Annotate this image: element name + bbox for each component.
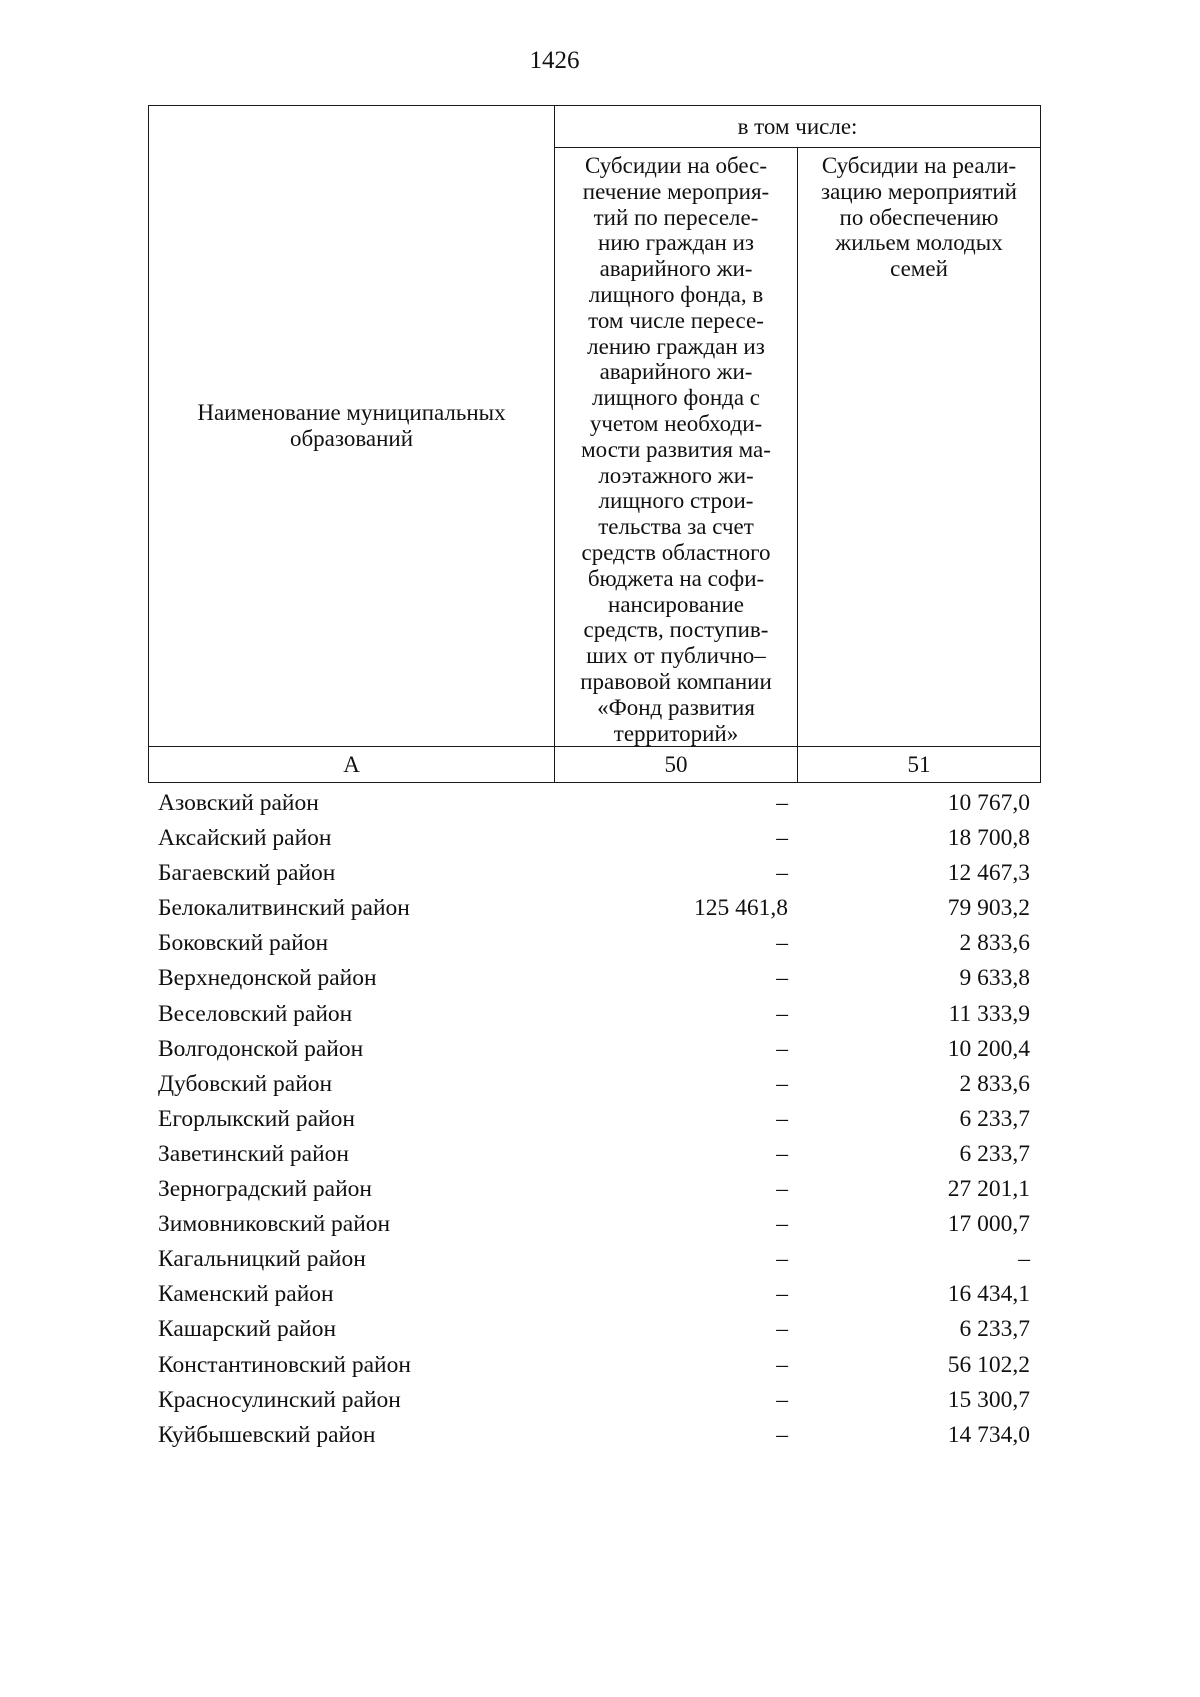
header-name-line: Наименование муниципальных: [197, 400, 506, 426]
table-row: [148, 891, 1040, 926]
value-col-51: 10 200,4: [947, 1035, 1030, 1062]
value-col-51: 79 903,2: [947, 895, 1030, 922]
value-col-50: –: [776, 1176, 788, 1203]
municipality-name: Боковский район: [158, 930, 329, 957]
value-col-50: –: [776, 1035, 788, 1062]
value-col-51: 56 102,2: [947, 1351, 1030, 1378]
header-description-line: Субсидии на обес-: [584, 153, 768, 178]
column-number-a: А: [149, 747, 555, 783]
value-col-51: 17 000,7: [947, 1211, 1030, 1238]
municipality-name: Кашарский район: [158, 1316, 337, 1343]
header-description-line: бюджета на софи-: [587, 565, 765, 591]
table-row: [148, 926, 1040, 961]
table-row: [148, 1418, 1040, 1453]
table-row: [148, 1067, 1040, 1102]
municipality-name: Заветинский район: [158, 1140, 349, 1167]
municipality-name: Каменский район: [158, 1281, 334, 1308]
municipality-name: Зимовниковский район: [158, 1211, 391, 1238]
value-col-51: 6 233,7: [959, 1316, 1030, 1343]
header-description-line: жильем молодых: [835, 230, 1003, 256]
header-description-line: лоэтажного жи-: [598, 462, 754, 488]
value-col-50: –: [776, 965, 788, 992]
header-description-line: нансирование: [608, 591, 744, 617]
header-description-line: ших от публично–: [586, 643, 766, 669]
municipality-name: Красносулинский район: [158, 1386, 401, 1413]
value-col-50: –: [776, 825, 788, 852]
municipality-name: Егорлыкский район: [158, 1105, 355, 1132]
value-col-50: –: [776, 1351, 788, 1378]
value-col-51: 2 833,6: [959, 930, 1030, 957]
table-row: [148, 1312, 1040, 1347]
header-description-line: правовой компании: [580, 668, 772, 694]
table-row: [148, 997, 1040, 1032]
header-municipality-name: [149, 106, 555, 747]
header-description-line: лищного фонда с: [592, 385, 760, 411]
header-description-line: лищного строи-: [598, 488, 754, 514]
value-col-50: –: [776, 1140, 788, 1167]
table-row: [148, 856, 1040, 891]
value-col-50: –: [776, 1281, 788, 1308]
table-row: [148, 961, 1040, 996]
value-col-50: –: [776, 1316, 788, 1343]
table-row: [148, 1102, 1040, 1137]
value-col-51: 6 233,7: [959, 1140, 1030, 1167]
table-row: [148, 786, 1040, 821]
table-row: [148, 1207, 1040, 1242]
table-row: [148, 1242, 1040, 1277]
header-col-50-description: [555, 148, 798, 747]
table-row: [148, 1032, 1040, 1067]
municipality-name: Волгодонской район: [158, 1035, 364, 1062]
header-including: в том числе:: [555, 106, 1041, 148]
header-description-line: нию граждан из: [598, 230, 754, 256]
header-description-line: лению граждан из: [587, 333, 765, 359]
value-col-50: –: [776, 1000, 788, 1027]
value-col-50: –: [776, 790, 788, 816]
table-row: [148, 1277, 1040, 1312]
municipality-name: Зерноградский район: [158, 1176, 373, 1203]
header-name-line: образований: [289, 426, 414, 452]
value-col-50: –: [776, 1070, 788, 1097]
table-body: [148, 786, 1040, 1453]
table-row: [148, 821, 1040, 856]
value-col-51: 9 633,8: [959, 965, 1030, 992]
table-header: [148, 105, 1041, 783]
table-row: [148, 1383, 1040, 1418]
municipality-name: Азовский район: [158, 790, 319, 816]
header-description-line: учетом необходи-: [589, 410, 763, 436]
page-number: 1426: [529, 47, 580, 74]
header-description-line: аварийного жи-: [599, 359, 753, 385]
column-number-51: 51: [798, 747, 1041, 783]
header-description-line: том числе пересе-: [588, 307, 764, 333]
header-description-line: средств областного: [581, 539, 771, 565]
header-description-line: «Фонд развития: [597, 694, 755, 720]
value-col-50: –: [776, 1386, 788, 1413]
value-col-51: 6 233,7: [959, 1105, 1030, 1132]
header-description-line: территорий»: [613, 720, 739, 746]
municipality-name: Дубовский район: [158, 1070, 333, 1097]
header-description-line: тий по переселе-: [593, 204, 759, 230]
value-col-50: –: [776, 1421, 788, 1448]
header-description-line: средств, поступив-: [583, 617, 769, 643]
value-col-51: 15 300,7: [947, 1386, 1030, 1413]
value-col-50: –: [776, 1105, 788, 1132]
value-col-51: 27 201,1: [947, 1176, 1030, 1203]
value-col-50: –: [776, 1211, 788, 1238]
header-description-line: тельства за счет: [598, 514, 754, 540]
table-row: [148, 1137, 1040, 1172]
value-col-51: 11 333,9: [948, 1000, 1030, 1027]
header-description-line: печение мероприя-: [582, 178, 770, 204]
header-description-line: аварийного жи-: [599, 256, 753, 282]
header-description-line: семей: [890, 256, 948, 282]
table-row: [148, 1348, 1040, 1383]
table-row: [148, 1172, 1040, 1207]
value-col-50: 125 461,8: [694, 895, 788, 922]
municipality-name: Куйбышевский район: [158, 1421, 376, 1448]
value-col-51: 12 467,3: [947, 860, 1030, 887]
municipality-name: Константиновский район: [158, 1351, 411, 1378]
municipality-name: Веселовский район: [158, 1000, 353, 1027]
value-col-51: –: [1018, 1246, 1030, 1273]
municipality-name: Кагальницкий район: [158, 1246, 366, 1273]
value-col-50: –: [776, 1246, 788, 1273]
municipality-name: Верхнедонской район: [158, 965, 377, 992]
value-col-51: 16 434,1: [947, 1281, 1030, 1308]
header-description-line: зацию мероприятий: [821, 178, 1017, 204]
value-col-51: 2 833,6: [959, 1070, 1030, 1097]
value-col-50: –: [776, 860, 788, 887]
value-col-51: 10 767,0: [947, 790, 1030, 816]
municipality-name: Белокалитвинский район: [158, 895, 410, 922]
header-col-51-description: [798, 148, 1041, 747]
municipality-name: Аксайский район: [158, 825, 332, 852]
value-col-50: –: [776, 930, 788, 957]
header-description-line: лищного фонда, в: [588, 281, 764, 307]
header-description-line: мости развития ма-: [581, 436, 771, 462]
header-description-line: Субсидии на реали-: [821, 153, 1017, 178]
value-col-51: 14 734,0: [947, 1421, 1030, 1448]
header-description-line: по обеспечению: [839, 204, 999, 230]
municipality-name: Багаевский район: [158, 860, 336, 887]
column-number-50: 50: [555, 747, 798, 783]
value-col-51: 18 700,8: [947, 825, 1030, 852]
